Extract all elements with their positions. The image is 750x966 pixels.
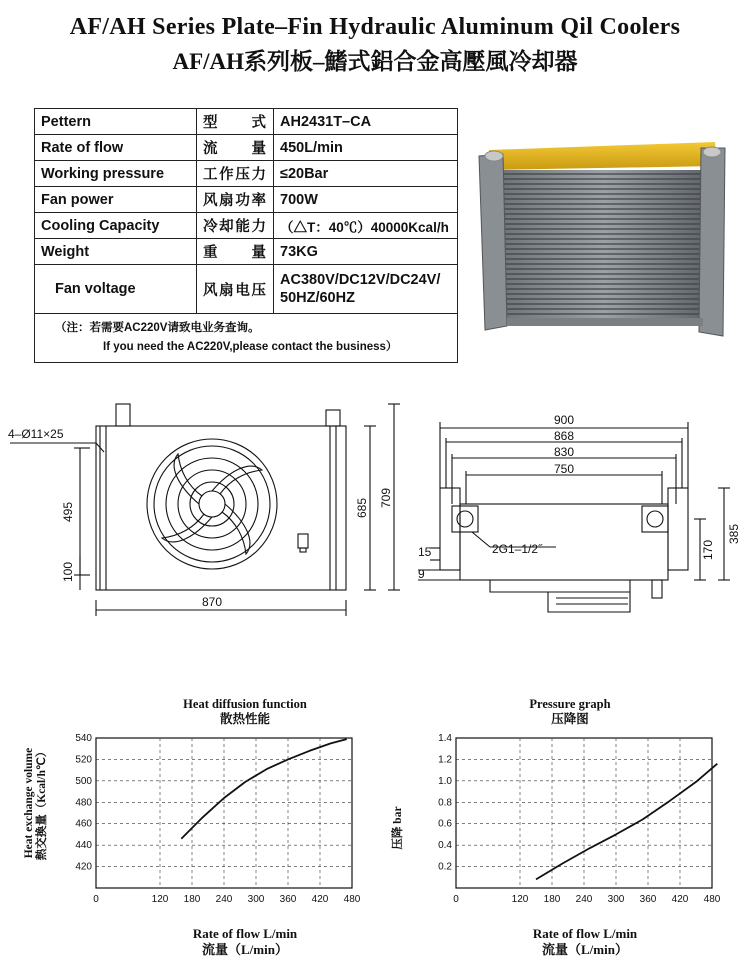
x-tick-label: 360: [279, 894, 297, 905]
spec-label-en: Rate of flow: [35, 135, 197, 161]
note-en: If you need the AC220V,please contact the business）: [103, 341, 398, 353]
spec-value: 450L/min: [274, 135, 458, 161]
x-tick-label: 180: [543, 894, 561, 905]
spec-value: ≤20Bar: [274, 161, 458, 187]
title-chinese: AF/AH系列板–鰭式鋁合金高壓風冷却器: [172, 49, 578, 74]
chart2-title-en: Pressure graph: [529, 697, 611, 711]
x-tick-label: 120: [151, 894, 169, 905]
spec-label-en: Fan power: [35, 187, 197, 213]
dim-900: 900: [553, 413, 575, 427]
x-tick-label: 300: [247, 894, 265, 905]
y-tick-label: 460: [75, 818, 92, 830]
x-tick-label: 240: [215, 894, 233, 905]
y-tick-label: 500: [75, 775, 92, 787]
dim-685: 685: [355, 497, 369, 519]
spec-label-cn: 型 式: [197, 109, 274, 135]
chart1-ylabel-en: Heat exchange volume: [23, 747, 35, 859]
y-tick-label: 440: [75, 840, 92, 852]
chart2-title-cn: 压降图: [551, 712, 589, 726]
y-tick-label: 520: [75, 754, 92, 766]
x-tick-label: 300: [607, 894, 625, 905]
y-tick-label: 1.2: [438, 754, 452, 766]
x-tick-label: 120: [511, 894, 529, 905]
spec-value: 73KG: [274, 239, 458, 265]
dim-15: 15: [418, 545, 432, 559]
spec-label-en: Pettern: [35, 109, 197, 135]
chart2-xlabel-en: Rate of flow L/min: [532, 926, 638, 941]
note-cn: （注：若需要AC220V请致电业务查询。: [55, 322, 260, 334]
dim-709: 709: [379, 487, 393, 509]
y-tick-label: 1.4: [438, 733, 452, 744]
dim-495: 495: [61, 501, 75, 523]
spec-label-en: Fan voltage: [35, 265, 197, 314]
dim-170: 170: [701, 539, 715, 561]
y-tick-label: 0.4: [438, 840, 452, 852]
title-english: AF/AH Series Plate–Fin Hydraulic Aluminum Qil Coolers: [69, 14, 681, 40]
chart1-xlabel-en: Rate of flow L/min: [192, 926, 298, 941]
x-tick-label: 0: [93, 894, 99, 905]
dim-385: 385: [727, 523, 741, 545]
x-tick-label: 240: [575, 894, 593, 905]
spec-label-en: Weight: [35, 239, 197, 265]
chart1-title-en: Heat diffusion function: [183, 697, 307, 711]
x-tick-label: 420: [311, 894, 329, 905]
spec-label-cn: 流 量: [197, 135, 274, 161]
heat-chart: [75, 733, 360, 905]
y-tick-label: 1.0: [438, 775, 452, 787]
chart2-xlabel-cn: 流量（L/min）: [542, 942, 628, 957]
x-tick-label: 480: [703, 894, 721, 905]
y-tick-label: 0.6: [438, 818, 452, 830]
y-tick-label: 480: [75, 797, 92, 809]
spec-value-line2: 50HZ/60HZ: [280, 290, 355, 306]
dim-868: 868: [553, 429, 575, 443]
chart1-ylabel-cn: 熱交換量（Kcal/h℃）: [36, 745, 48, 861]
x-tick-label: 180: [183, 894, 201, 905]
chart1-title-cn: 散热性能: [219, 712, 270, 726]
port-label: 2G1–1/2˝: [492, 542, 543, 556]
spec-label-en: Cooling Capacity: [35, 213, 197, 239]
dim-9: 9: [418, 567, 425, 581]
y-tick-label: 0.8: [438, 797, 452, 809]
dim-870: 870: [201, 595, 223, 609]
y-tick-label: 540: [75, 733, 92, 744]
dim-750: 750: [553, 462, 575, 476]
y-tick-label: 0.2: [438, 861, 452, 873]
chart2-ylabel: 压降 bar: [392, 806, 404, 850]
chart1-xlabel-cn: 流量（L/min）: [202, 942, 288, 957]
pressure-chart: [438, 733, 721, 905]
x-tick-label: 420: [671, 894, 689, 905]
x-tick-label: 360: [639, 894, 657, 905]
spec-label-cn: 风扇电压: [197, 265, 274, 314]
dim-100: 100: [61, 561, 75, 583]
y-tick-label: 420: [75, 861, 92, 873]
spec-value: （△T：40℃）40000Kcal/h: [274, 213, 458, 239]
dim-830: 830: [553, 445, 575, 459]
hole-label: 4–Ø11×25: [8, 427, 64, 441]
x-tick-label: 0: [453, 894, 459, 905]
spec-value: 700W: [274, 187, 458, 213]
spec-label-en: Working pressure: [35, 161, 197, 187]
spec-label-cn: 冷却能力: [197, 213, 274, 239]
x-tick-label: 480: [343, 894, 361, 905]
spec-label-cn: 工作压力: [197, 161, 274, 187]
spec-label-cn: 风扇功率: [197, 187, 274, 213]
spec-label-cn: 重 量: [197, 239, 274, 265]
spec-value-line1: AC380V/DC12V/DC24V/: [280, 272, 441, 288]
spec-value: AH2431T–CA: [274, 109, 458, 135]
